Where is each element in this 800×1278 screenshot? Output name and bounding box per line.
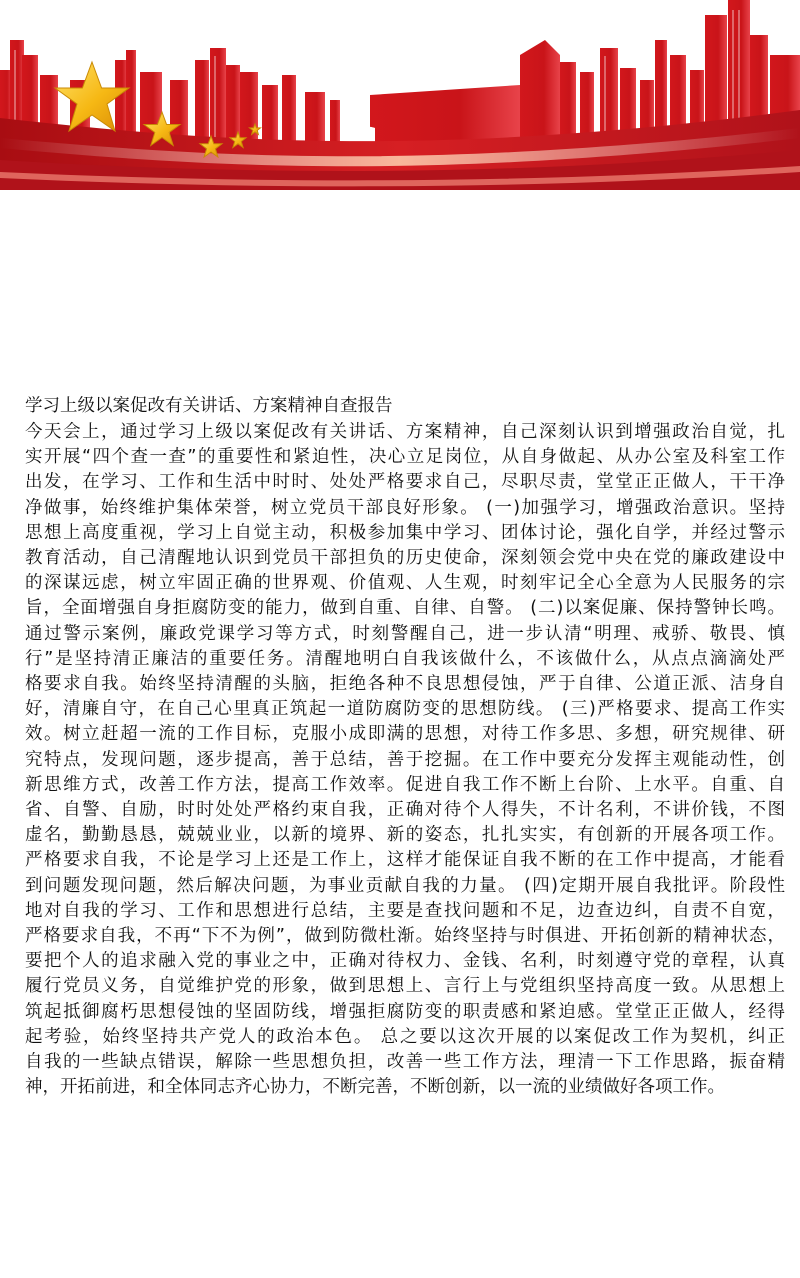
text-line: 自我的一些缺点错误，解除一些思想负担，改善一些工作方法，理清一下工作思路，振奋精 [25,1052,785,1073]
text-line: 出发，在学习、工作和生活中时时、处处严格要求自己，尽职尽责，堂堂正正做人，干干净 [25,472,785,493]
text-line: 旨，全面增强自身拒腐防变的能力，做到自重、自律、自警。 (二)以案促廉、保持警钟长鸣。 [25,598,785,619]
header-banner [0,0,800,190]
text-line: 净做事，始终维护集体荣誉，树立党员干部良好形象。 (一)加强学习，增强政治意识。坚持 [25,497,785,518]
text-line: 效。树立赶超一流的工作目标，克服小成即满的思想，对待工作多思、多想，研究规律、研 [25,724,785,745]
document-paragraph [25,420,785,1100]
text-line: 通过警示案例，廉政党课学习等方式，时刻警醒自己，进一步认清“明理、戒骄、敬畏、慎 [25,623,785,644]
text-line: 地对自我的学习、工作和思想进行总结，主要是查找问题和不足，边查边纠，自责不自宽， [25,900,785,921]
text-line: 筑起抵御腐朽思想侵蚀的坚固防线，增强拒腐防变的职责感和紧迫感。堂堂正正做人，经得 [25,1001,785,1022]
text-line: 起考验，始终坚持共产党人的政治本色。 总之要以这次开展的以案促改工作为契机，纠正 [25,1026,785,1047]
text-line: 的深谋远虑，树立牢固正确的世界观、价值观、人生观，时刻牢记全心全意为人民服务的宗 [25,573,785,594]
text-line: 要把个人的追求融入党的事业之中，正确对待权力、金钱、名利，时刻遵守党的章程，认真 [25,951,785,972]
text-line: 新思维方式，改善工作方法，提高工作效率。促进自我工作不断上台阶、上水平。自重、自 [25,774,785,795]
text-line: 严格要求自我，不再“下不为例”，做到防微杜渐。始终坚持与时俱进、开拓创新的精神状态， [25,926,785,947]
text-line: 今天会上，通过学习上级以案促改有关讲话、方案精神，自己深刻认识到增强政治自觉，扎 [25,422,785,442]
text-line: 格要求自我。始终坚持清醒的头脑，拒绝各种不良思想侵蚀，严于自律、公道正派、洁身自 [25,674,785,695]
text-line: 思想上高度重视，学习上自觉主动，积极参加集中学习、团体讨论，强化自学，并经过警示 [25,522,785,543]
text-line: 究特点，发现问题，逐步提高，善于总结，善于挖掘。在工作中要充分发挥主观能动性，创 [25,749,785,770]
text-line: 实开展“四个查一查”的重要性和紧迫性，决心立足岗位，从自身做起、从办公室及科室工作 [25,447,785,468]
document-title: 学习上级以案促改有关讲话、方案精神自查报告 [25,396,393,416]
text-line: 严格要求自我，不论是学习上还是工作上，这样才能保证自我不断的在工作中提高，才能看 [25,850,785,871]
text-line: 神，开拓前进，和全体同志齐心协力，不断完善，不断创新，以一流的业绩做好各项工作。 [25,1077,725,1098]
text-line: 履行党员义务，自觉维护党的形象，做到思想上、言行上与党组织坚持高度一致。从思想上 [25,976,785,997]
text-line: 虚名，勤勤恳恳，兢兢业业，以新的境界、新的姿态，扎扎实实，有创新的开展各项工作。 [25,825,785,846]
text-line: 省、自警、自励，时时处处严格约束自我，正确对待个人得失，不计名利，不讲价钱，不图 [25,800,785,821]
document-body [25,394,785,1100]
text-line: 教育活动，自己清醒地认识到党员干部担负的历史使命，深刻领会党中央在党的廉政建设中 [25,548,785,569]
text-line: 行”是坚持清正廉洁的重要任务。清醒地明白自我该做什么，不该做什么，从点点滴滴处严 [25,648,785,669]
text-line: 到问题发现问题，然后解决问题，为事业贡献自我的力量。 (四)定期开展自我批评。阶段性 [25,875,785,896]
text-line: 好，清廉自守，在自己心里真正筑起一道防腐防变的思想防线。 (三)严格要求、提高工作实 [25,699,785,720]
